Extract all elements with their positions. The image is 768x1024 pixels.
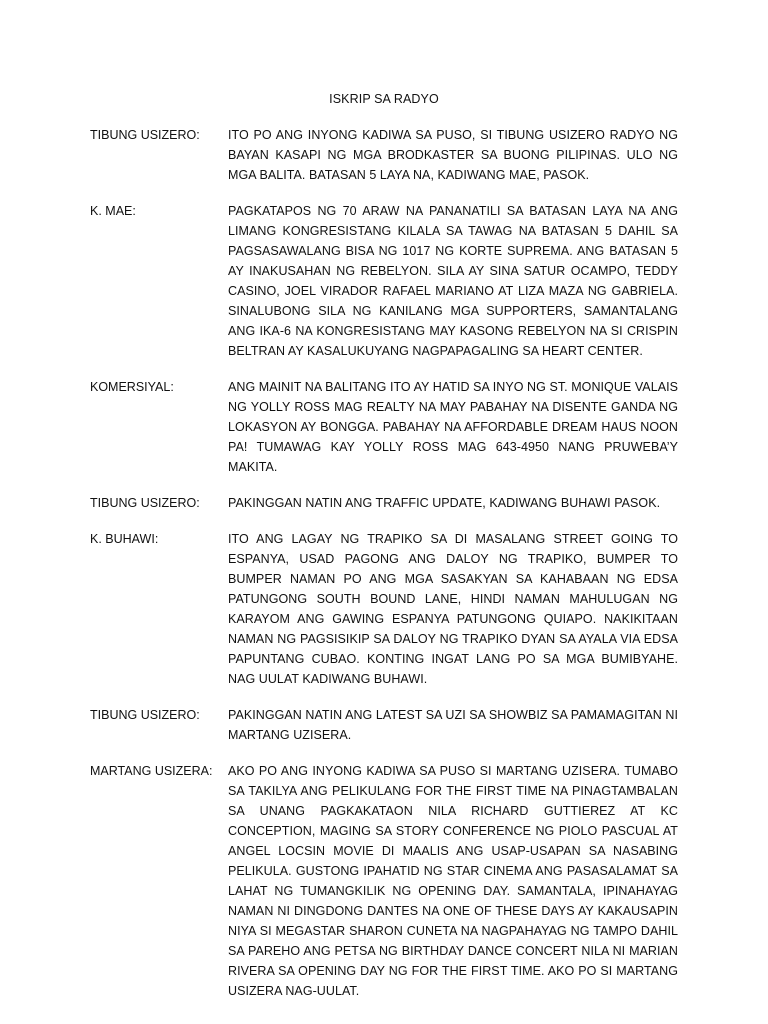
speaker-line: ITO PO ANG INYONG KADIWA SA PUSO, SI TIBUNG USIZERO RADYO NG BAYAN KASAPI NG MGA BRODKASTER SA BUONG PILIPINAS. ULO NG MGA BALITA. BATASAN 5 LAYA NA, KADIWANG MAE, PASOK. — [228, 128, 678, 182]
document-title: ISKRIP SA RADYO — [329, 92, 439, 106]
speaker-line: ANG MAINIT NA BALITANG ITO AY HATID SA INYO NG ST. MONIQUE VALAIS NG YOLLY ROSS MAG REALTY NA MAY PABAHAY NA DISENTE GANDA NG LOKASYON AY BONGGA. PABAHAY NA AFFORDABLE DREAM HAUS NOON PA! TUMAWAG KAY YOLLY ROSS MAG 643-4950 NANG PRUWEBA’Y MAKITA. — [228, 380, 678, 474]
script-entries — [90, 125, 678, 1017]
script-entry — [90, 377, 678, 477]
speaker-line: PAKINGGAN NATIN ANG LATEST SA UZI SA SHOWBIZ SA PAMAMAGITAN NI MARTANG UZISERA. — [228, 708, 678, 742]
speaker-label: KOMERSIYAL: — [90, 380, 174, 394]
speaker-label: TIBUNG USIZERO: — [90, 128, 200, 142]
script-entry — [90, 761, 678, 1001]
speaker-line: PAGKATAPOS NG 70 ARAW NA PANANATILI SA BATASAN LAYA NA ANG LIMANG KONGRESISTANG KILALA SA TAWAG NA BATASAN 5 DAHIL SA PAGSASAWALANG BISA NG 1017 NG KORTE SUPREMA. ANG BATASAN 5 AY INAKUSAHAN NG REBELYON. SILA AY SINA SATUR OCAMPO, TEDDY CASINO, JOEL VIRADOR RAFAEL MARIANO AT LIZA MAZA NG GABRIELA. SINALUBONG SILA NG KANILANG MGA SUPPORTERS, SAMANTALANG ANG IKA-6 NA KONGRESISTANG MAY KASONG REBELYON NA SI CRISPIN BELTRAN AY KASALUKUYANG NAGPAPAGALING SA HEART CENTER. — [228, 204, 678, 358]
speaker-line: AKO PO ANG INYONG KADIWA SA PUSO SI MARTANG UZISERA. TUMABO SA TAKILYA ANG PELIKULANG FOR THE FIRST TIME NA PINAGTAMBALAN SA UNANG PAGKAKATAON NILA RICHARD GUTTIEREZ AT KC CONCEPTION, MAGING SA STORY CONFERENCE NG PIOLO PASCUAL AT ANGEL LOCSIN MOVIE DI MAALIS ANG USAP-USAPAN SA NASABING PELIKULA. GUSTONG IPAHATID NG STAR CINEMA ANG PASASALAMAT SA LAHAT NG TUMANGKILIK NG OPENING DAY. SAMANTALA, IPINAHAYAG NAMAN NI DINGDONG DANTES NA ONE OF THESE DAYS AY KAKAUSAPIN NIYA SI MEGASTAR SHARON CUNETA NA NAGPAHAYAG NG TAMPO DAHIL SA PAREHO ANG PETSA NG BIRTHDAY DANCE CONCERT NILA NI MARIAN RIVERA SA OPENING DAY NG FOR THE FIRST TIME. AKO PO SI MARTANG USIZERA NAG-UULAT. — [228, 764, 678, 998]
speaker-label: TIBUNG USIZERO: — [90, 496, 200, 510]
speaker-label: MARTANG USIZERA: — [90, 764, 213, 778]
script-entry — [90, 705, 678, 745]
speaker-label: TIBUNG USIZERO: — [90, 708, 200, 722]
script-entry — [90, 529, 678, 689]
script-entry — [90, 493, 678, 513]
speaker-label: K. MAE: — [90, 204, 136, 218]
speaker-line: ITO ANG LAGAY NG TRAPIKO SA DI MASALANG STREET GOING TO ESPANYA, USAD PAGONG ANG DALOY NG TRAPIKO, BUMPER TO BUMPER NAMAN PO ANG MGA SASAKYAN SA KAHABAAN NG EDSA PATUNGONG SOUTH BOUND LANE, HINDI NAMAN MAHULUGAN NG KARAYOM ANG GAWING ESPANYA PATUNGONG QUIAPO. NAKIKITAAN NAMAN NG PAGSISIKIP SA DALOY NG TRAPIKO DYAN SA AYALA VIA EDSA PAPUNTANG CUBAO. KONTING INGAT LANG PO SA MGA BUMIBYAHE. NAG UULAT KADIWANG BUHAWI. — [228, 532, 678, 686]
speaker-label: K. BUHAWI: — [90, 532, 159, 546]
speaker-line: PAKINGGAN NATIN ANG TRAFFIC UPDATE, KADIWANG BUHAWI PASOK. — [228, 496, 661, 510]
script-entry — [90, 201, 678, 361]
script-entry — [90, 125, 678, 185]
